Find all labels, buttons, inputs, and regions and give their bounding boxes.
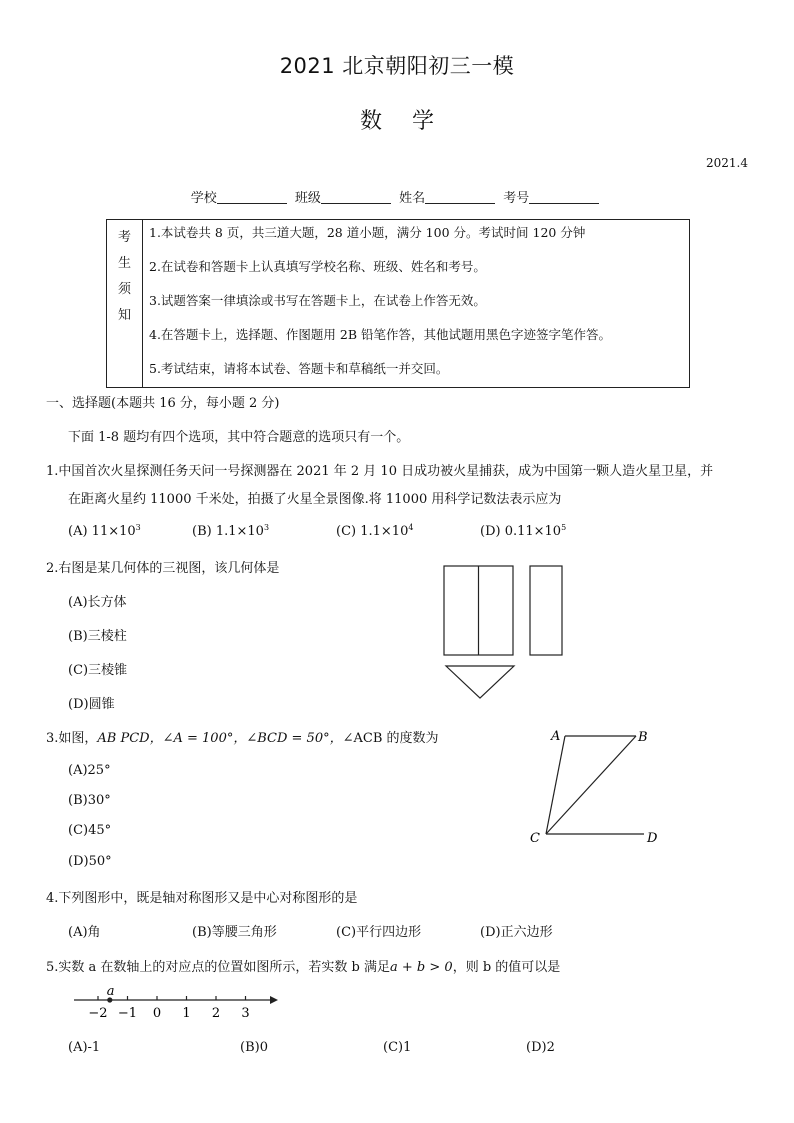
section-intro: 下面 1-8 题均有四个选项，其中符合题意的选项只有一个。 [68, 430, 410, 445]
exam-number-label: 考号 [503, 191, 530, 206]
notice-side-char: 须 [117, 282, 131, 297]
subject-title: 数学 [359, 109, 464, 134]
notice-side-label [107, 220, 143, 387]
q1-option-b[interactable]: (B) $1.1\times 10^3$ [192, 523, 270, 539]
q3-option-c[interactable]: (C)45° [68, 823, 112, 838]
section-heading: 一、选择题(本题共 16 分，每小题 2 分) [46, 396, 280, 411]
label-c: C [530, 831, 540, 846]
side-view [530, 566, 562, 655]
notice-item: 4.在答题卡上，选择题、作图题用 2B 铅笔作答，其他试题用黑色字迹签字笔作答。 [149, 327, 612, 342]
label-d: D [647, 831, 658, 846]
school-blank[interactable] [217, 191, 287, 204]
exam-date: 2021.4 [706, 156, 748, 170]
q5-option-c[interactable]: (C)1 [383, 1040, 412, 1055]
q3-angle-figure [526, 724, 666, 848]
school-label: 学校 [190, 191, 217, 206]
q5-number-line [70, 984, 280, 1024]
q5-option-d[interactable]: (D)2 [526, 1040, 555, 1055]
q1-stem-line1: 1.中国首次火星探测任务天问一号探测器在 2021 年 2 月 10 日成功被火星捕获，成为中国第一颗人造火星卫星，并 [46, 464, 714, 479]
notice-item: 2.在试卷和答题卡上认真填写学校名称、班级、姓名和考号。 [149, 259, 486, 274]
q2-option-a[interactable]: (A)长方体 [68, 595, 127, 610]
point-a-label: a [106, 984, 115, 999]
q4-option-b[interactable]: (B)等腰三角形 [192, 925, 277, 940]
number-line-tick-label: 0 [152, 1006, 162, 1021]
class-label: 班级 [294, 191, 321, 206]
q5-stem: 5.实数 a 在数轴上的对应点的位置如图所示，若实数 b 满足a + b > 0，则 b 的值可以是 [46, 960, 561, 975]
q2-option-b[interactable]: (B)三棱柱 [68, 629, 127, 644]
number-line-arrow [270, 996, 278, 1004]
q4-option-c[interactable]: (C)平行四边形 [336, 925, 422, 940]
notice-side-char: 知 [117, 308, 131, 323]
number-line-tick-label: 3 [241, 1006, 250, 1021]
notice-item: 3.试题答案一律填涂或书写在答题卡上，在试卷上作答无效。 [149, 293, 486, 308]
q4-option-d[interactable]: (D)正六边形 [480, 925, 553, 940]
notice-item: 1.本试卷共 8 页，共三道大题，28 道小题，满分 100 分。考试时间 120 分钟 [149, 225, 586, 240]
exam-number-blank[interactable] [529, 191, 599, 204]
q5-option-a[interactable]: (A)-1 [68, 1040, 101, 1055]
q2-stem: 2.右图是某几何体的三视图，该几何体是 [46, 561, 280, 576]
number-line-tick-label: −2 [88, 1006, 108, 1021]
q3-option-d[interactable]: (D)50° [68, 854, 112, 869]
q5-option-b[interactable]: (B)0 [240, 1040, 268, 1055]
number-line-tick-label: 1 [182, 1006, 191, 1021]
name-label: 姓名 [399, 191, 426, 206]
q3-option-a[interactable]: (A)25° [68, 763, 111, 778]
notice-side-char: 考 [117, 230, 131, 245]
class-blank[interactable] [321, 191, 391, 204]
q2-option-c[interactable]: (C)三棱锥 [68, 663, 128, 678]
q1-option-d[interactable]: (D) $0.11\times 10^5$ [480, 523, 567, 539]
number-line-tick-label: 2 [211, 1006, 221, 1021]
q4-stem: 4.下列图形中，既是轴对称图形又是中心对称图形的是 [46, 891, 358, 906]
name-blank[interactable] [425, 191, 495, 204]
q1-stem-line2: 在距离火星约 11000 千米处，拍摄了火星全景图像.将 11000 用科学记数法表示应为 [68, 492, 562, 507]
q3-stem: 3.如图，AB PCD，∠A = 100°，∠BCD = 50°，∠ACB 的度数为 [46, 731, 439, 746]
notice-side-char: 生 [117, 256, 131, 271]
q3-option-b[interactable]: (B)30° [68, 793, 111, 808]
page-title: 2021 北京朝阳初三一模 [279, 54, 515, 78]
number-line-tick-label: −1 [117, 1006, 138, 1021]
q1-option-a[interactable]: (A) $11\times 10^3$ [68, 523, 141, 539]
q1-option-c[interactable]: (C) $1.1\times 10^4$ [336, 523, 414, 539]
student-info-line [0, 187, 794, 206]
segment-bc [546, 736, 636, 834]
label-a: A [551, 729, 561, 744]
segment-ac [546, 736, 565, 834]
q4-option-a[interactable]: (A)角 [68, 925, 101, 940]
notice-item: 5.考试结束，请将本试卷、答题卡和草稿纸一并交回。 [149, 361, 449, 376]
q2-option-d[interactable]: (D)圆锥 [68, 697, 115, 712]
q2-three-view-figure [440, 562, 570, 704]
label-b: B [638, 730, 648, 745]
top-view [446, 666, 514, 698]
exam-notice-box [106, 219, 690, 388]
